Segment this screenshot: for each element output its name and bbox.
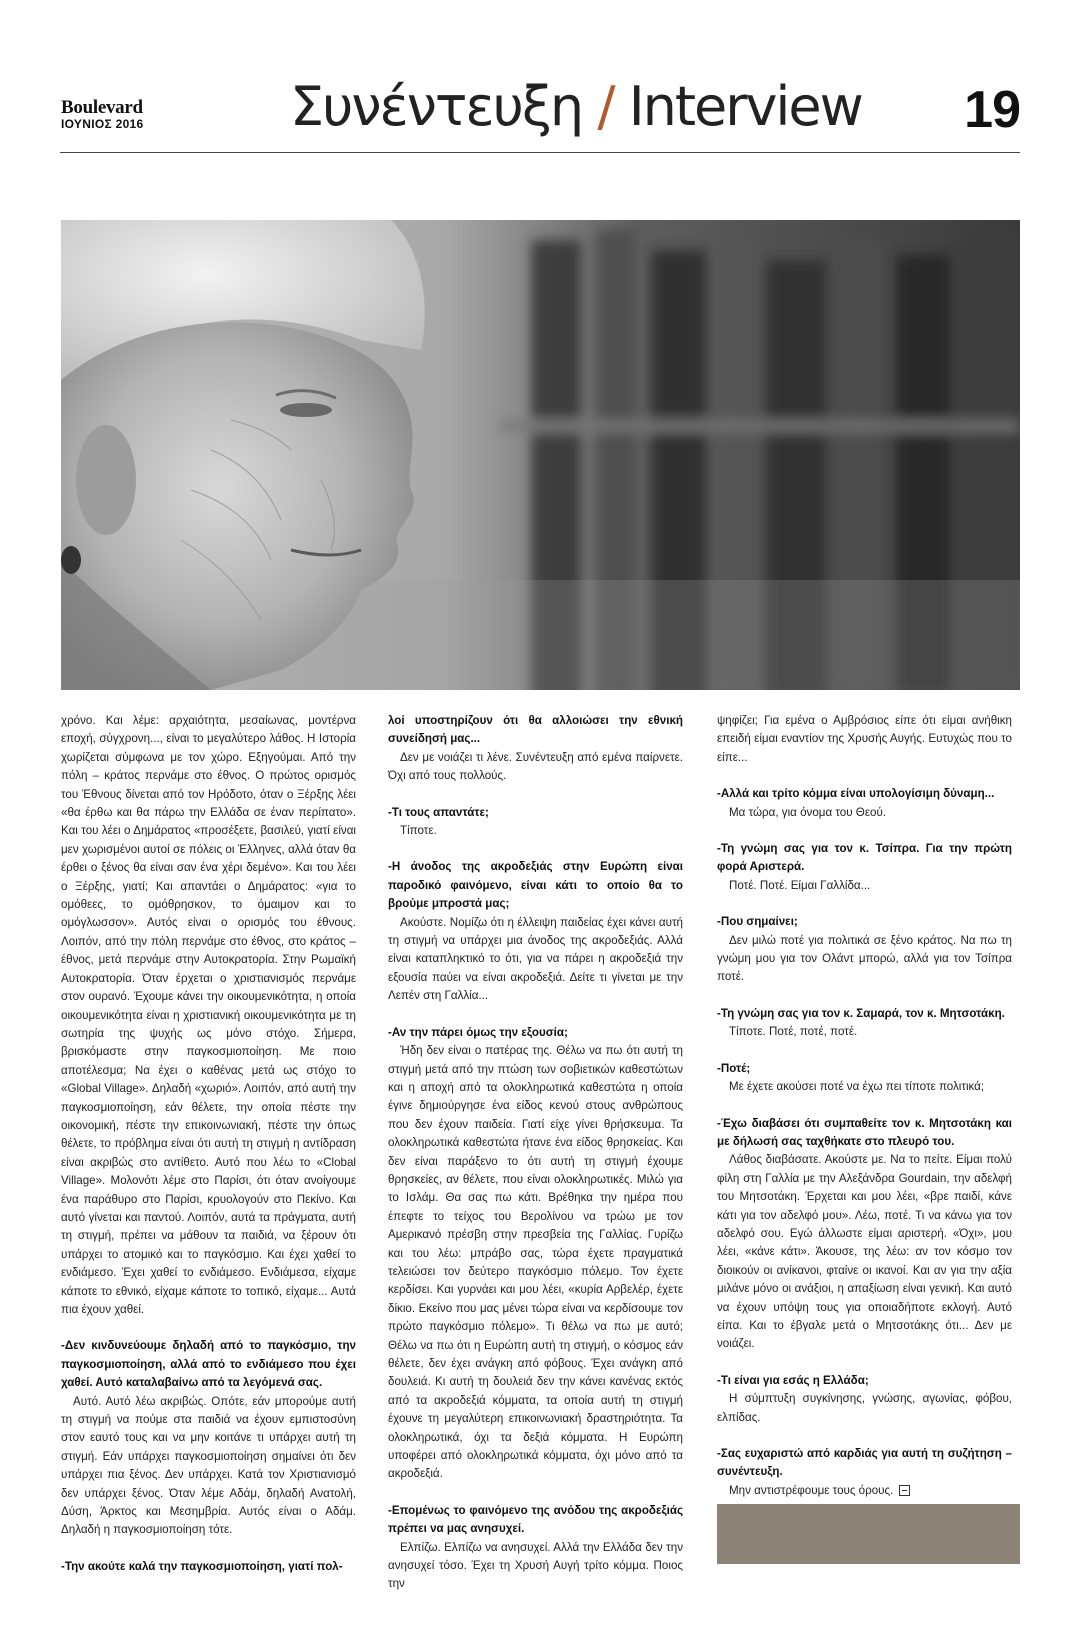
interview-question: -Αν την πάρει όμως την εξουσία; — [388, 1025, 568, 1039]
article-column-1 — [61, 712, 356, 1576]
masthead — [61, 98, 181, 131]
interview-answer: Μα τώρα, για όνομα του Θεού. — [729, 805, 887, 819]
interview-answer: Μην αντιστρέφουμε τους όρους. — [729, 1483, 894, 1497]
interview-question: -Έχω διαβάσει ότι συμπαθείτε τον κ. Μητσοτάκη και με δήλωσή σας ταχθήκατε στο πλευρό του. — [717, 1116, 1012, 1148]
section-title-separator: / — [597, 75, 614, 138]
interview-answer: Δεν μιλώ ποτέ για πολιτικά σε ξένο κράτος. Να πω τη γνώμη μου για τον Ολάντ μπορώ, αλλά για τον Τσίπρα ποτέ. — [717, 933, 1012, 984]
section-title-english: Interview — [628, 75, 862, 138]
interview-question: -Η άνοδος της ακροδεξιάς στην Ευρώπη είναι παροδικό φαινόμενο, είναι κάτι το οποίο θα το βρούμε μπροστά μας; — [388, 860, 683, 911]
interview-question: -Σας ευχαριστώ από καρδιάς για αυτή τη συζήτηση – συνέντευξη. — [717, 1447, 1012, 1479]
interview-question: -Τη γνώμη σας για τον κ. Σαμαρά, τον κ. Μητσοτάκη. — [717, 1006, 1005, 1020]
interview-question: -Τι τους απαντάτε; — [388, 805, 489, 819]
interview-question: -Επομένως το φαινόμενο της ανόδου της ακροδεξιάς πρέπει να μας ανησυχεί. — [388, 1503, 683, 1536]
interview-answer: Λάθος διαβάσατε. Ακούστε με. Να το πείτε. Είμαι πολύ φίλη στη Γαλλία με την Αλεξάνδρα Gourdain, την αδελφή του Μητσοτάκη. Έρχεται και μου λέει, «βρε παιδί, κάνε κάτι για τον αδελφό μου». Λέω, ποτέ. Τι να κάνω για τον αδελφό σου. Εγώ άλλωστε είμαι αριστερή. «Όχι», μου λέει, «κάνε κάτι». Άκουσε, της λέω: αν τον κόσμο τον διοικούν οι ανίκανοι, φταίνε οι ικανοί. Και αν για την αξία μιλάνε μόνο οι ανάξιοι, η απαξίωση είναι γενική. Και αυτό να έχουν υπόψη τους για οποιαδήποτε εκλογή. Αυτό είπα. Και το έβγαλε μετά ο Μητσοτάκης ότι... Δεν με νοιάζει. — [717, 1153, 1012, 1351]
article-column-3 — [717, 712, 1012, 1500]
interview-answer: Τίποτε. Ποτέ, ποτέ, ποτέ. — [729, 1025, 858, 1039]
portrait-photo — [61, 220, 1020, 690]
interview-answer: Ήδη δεν είναι ο πατέρας της. Θέλω να πω ότι αυτή τη στιγμή μετά από την πτώση των σοβιετικών καθεστώτων και η αποχή από τα ολοκληρωτικά καθεστώτα η οποία έγινε δημιούργησε ένα είδος κενού στους ανθρώπους που δεν έχουν παιδεία. Γιατί είχε γίνει θρήσκευμα. Τα ολοκληρωτικά καθεστώτα ήτανε ένα είδος θρησκείας. Και δεν είναι παράξενο το ότι αυτή τη στιγμή έχουμε θρησκείες, αν θέλετε, που είναι ολοκληρωτικές. Μιλώ για το Ισλάμ. Θα σας πω κάτι. Βρέθηκα την ημέρα που έπεφτε το τείχος του Βερολίνου να τρώω με τον Αμερικανό πρέσβη στην πρεσβεία της Γαλλίας. Γυρίζω και του λέω: μπράβο σας, τώρα έχετε πραγματικά τελειώσει τον δεύτερο παγκόσμιο πόλεμο. Τον έχετε κερδίσει. Και γυρνάει και μου λέει, «κυρία Αρβελέρ, έχετε δίκιο. Εκείνο που μας μένει τώρα είναι να κερδίσουμε τον πρώτο παγκόσμιο πόλεμο». Τι θέλω να πω με αυτό; Θέλω να πω ότι η Ευρώπη αυτή τη στιγμή, ο κόσμος εάν θέλετε, δεν έχει ανάγκη από φόβους. Έχει ανάγκη από δουλειά. Κι αυτή τη δουλειά δεν την κάνει κανένας εκτός από τα ακροδεξιά κόμματα, τα οποία αυτή τη στιγμή έχουνε τη μεγαλύτερη επικοινωνιακή δραστηριότητα. Τα ολοκληρωτικά, όχι τα δεξιά κόμματα. Η Ευρώπη υποφέρει από ολοκληρωτικά κόμματα, όχι μόνο από τα ακροδεξιά. — [388, 1044, 683, 1481]
portrait-photo-illustration — [61, 220, 1020, 690]
interview-answer: χρόνο. Και λέμε: αρχαιότητα, μεσαίωνας, μοντέρνα εποχή, σύγχρονη..., είναι το μεγαλύτερο λάθος. Η Ιστορία χωρίζεται σύμφωνα με τον χώρο. Εξηγούμαι. Από την πόλη – κράτος περνάμε στο έθνος. Ο πρώτος ορισμός του Έθνους δίνεται από τον Ηρόδοτο, όταν ο Ξέρξης λέει «θα έρθω και θα πάρω την Ελλάδα σε έναν περίπατο». Και του λέει ο Δημάρατος «προσέξετε, βασιλεύ, γιατί είναι μεν χωρισμένοι αυτοί σε πόλεις οι Έλληνες, αλλά όταν θα έρθει ο ξένος θα είναι σαν ένα χέρι δεμένο». Και του λέει ο Ξέρξης, γιατί; Και απαντάει ο Δημάρατος: «για το ομόθεες, το ομόθρησκον, το όμαιμον και το ομόγλωσσον». Αυτός είναι ο ορισμός του έθνους. Λοιπόν, από την πόλη περνάμε στο έθνος, στο κράτος – έθνος, μετά περνάμε στην Αυτοκρατορία. Στην Ρωμαϊκή Αυτοκρατορία. Όταν έρχεται ο χριστιανισμός περνάμε στον ουρανό. Έχουμε κάνει την οικουμενικότητα, η οποία οικουμενικότητα είναι η χριστιανική οικουμενικότητα με τη σωτηρία της ψυχής ως μόνο στόχο. Σήμερα, βρισκόμαστε στην παγκοσμιοποίηση. Με ποιο αποτέλεσμα; Να έχει ο καθένας μετά ως στόχο το «Global Village». Δηλαδή «χωριό». Λοιπόν, από αυτή την παγκοσμιοποίηση, εάν θέλετε, την οποία πέστε την οικονομική, πέστε την επικοινωνιακή, πέστε την όπως θέλετε, το πρόβλημα είναι ότι αυτή τη στιγμή η αντίδραση είναι ακριβώς στο αντίθετο. Αυτό που λέω το «Clobal Village». Μολονότι λέμε στο Παρίσι, ότι όταν ανοίγουμε ένα παράθυρο στο Παρίσι, κρυολογούν στο Πεκίνο. Και αυτό γίνεται και παντού. Λοιπόν, αυτά τα πράγματα, αυτή τη στιγμή, πρέπει να μάθουν τα παιδιά, να ξέρουν ότι υπάρχει το ατομικό και το παγκόσμιο. Και έχει χαθεί το ενδιάμεσο. Έχει χαθεί το ενδιάμεσο. Ενδιάμεσα, είχαμε κάποτε το εθνικό, είχαμε κάποτε το τοπικό, είχαμε... Αυτά πια έχουν χαθεί. — [61, 714, 356, 1316]
interview-answer: Ποτέ. Ποτέ. Είμαι Γαλλίδα... — [729, 878, 871, 892]
interview-question: λοί υποστηρίζουν ότι θα αλλοιώσει την εθνική συνείδησή μας... — [388, 714, 683, 746]
page-number: 19 — [964, 81, 1020, 139]
interview-question: -Τι είναι για εσάς η Ελλάδα; — [717, 1373, 869, 1387]
publication-name: Boulevard — [61, 97, 143, 118]
interview-question: -Τη γνώμη σας για τον κ. Τσίπρα. Για την πρώτη φορά Αριστερά. — [717, 842, 1012, 874]
header-rule — [60, 152, 1020, 153]
article-column-2 — [388, 712, 683, 1594]
interview-answer: Δεν με νοιάζει τι λένε. Συνέντευξη από εμένα παίρνετε. Όχι από τους πολλούς. — [388, 750, 683, 783]
interview-answer: Με έχετε ακούσει ποτέ να έχω πει τίποτε πολιτικά; — [729, 1080, 985, 1094]
closing-line — [717, 1482, 1012, 1500]
interview-question: -Αλλά και τρίτο κόμμα είναι υπολογίσιμη δύναμη... — [717, 787, 995, 801]
interview-answer: ψηφίζει; Για εμένα ο Αμβρόσιος είπε ότι είμαι ανήθικη επειδή είμαι εναντίον της Χρυσής Αυγής. Ευτυχώς που το είπε... — [717, 714, 1012, 764]
section-title-greek: Συνέντευξη — [290, 75, 583, 138]
section-title — [290, 72, 862, 142]
interview-question: -Την ακούτε καλά την παγκοσμιοποίηση, γιατί πολ- — [61, 1559, 343, 1573]
interview-answer: Αυτό. Αυτό λέω ακριβώς. Οπότε, εάν μπορούμε αυτή τη στιγμή να πούμε στα παιδιά να έχουν εμπιστοσύνη στον εαυτό τους και να μην κοιτάνε τι υπάρχει αυτή τη στιγμή. Εάν υπάρχει παγκοσμιοποίηση σημαίνει ότι δεν υπάρχει πια ξένος. Δεν υπάρχει. Κατά τον Χριστιανισμό δεν υπάρχει ξένος. Όταν λέμε Αδάμ, δηλαδή Ανατολή, Δύση, Άρκτος και Μεσημβρία. Αυτός είναι ο Αδάμ. Δηλαδή η παγκοσμιοποίηση τότε. — [61, 1394, 356, 1537]
interview-answer: Ακούστε. Νομίζω ότι η έλλειψη παιδείας έχει κάνει αυτή τη στιγμή να υπάρχει μια άνοδος της ακροδεξιάς. Αλλά είναι καταπληκτικό το ότι, για να πάρει η ακροδεξιά την εξουσία παύει να είναι ακροδεξιά. Δείτε τι γίνεται με την Λεπέν στη Γαλλία... — [388, 915, 683, 1003]
decorative-grey-block — [717, 1504, 1020, 1564]
interview-question: -Που σημαίνει; — [717, 915, 798, 929]
interview-answer: Η σύμπτυξη συγκίνησης, γνώσης, αγωνίας, φόβου, ελπίδας. — [717, 1392, 1012, 1424]
interview-question: -Ποτέ; — [717, 1061, 751, 1075]
interview-answer: Τίποτε. — [400, 824, 437, 838]
end-of-article-icon — [899, 1485, 910, 1496]
interview-answer: Ελπίζω. Ελπίζω να ανησυχεί. Αλλά την Ελλάδα δεν την ανησυχεί τόσο. Έχει τη Χρυσή Αυγή τρίτο κόμμα. Ποιος την — [388, 1540, 683, 1591]
issue-date: ΙΟΥΝΙΟΣ 2016 — [61, 117, 144, 131]
interview-question: -Δεν κινδυνεύουμε δηλαδή από το παγκόσμιο, την παγκοσμιοποίηση, αλλά από το ενδιάμεσο που έχει χαθεί. Αυτό καταλαβαίνω από τα λεγόμενά σας. — [61, 1339, 356, 1390]
